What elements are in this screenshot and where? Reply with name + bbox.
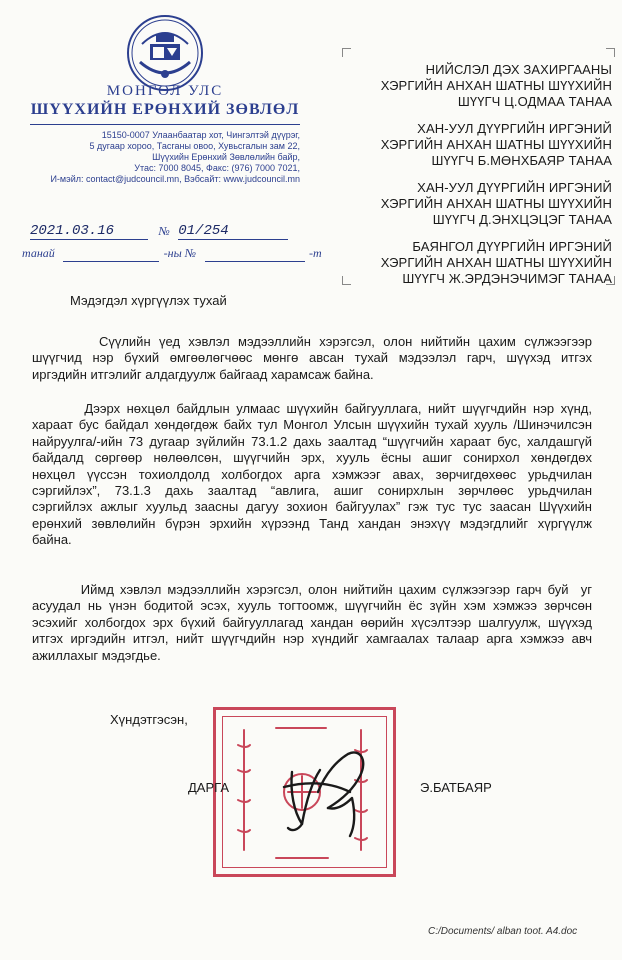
reply-reference-row (22, 244, 322, 260)
country-name: МОНГОЛ УЛС (106, 83, 224, 99)
body-paragraph (32, 401, 592, 549)
reply-label: танай (22, 246, 55, 260)
paragraph-line: сэргийлэх”, 73.1.3 дахь заалтад “авлига, ашиг сонирхлын зөрчлөөс урьдчилан (32, 483, 592, 499)
recipient-line: ХАН-УУЛ ДҮҮРГИЙН ИРГЭНИЙ (417, 180, 612, 195)
paragraph-line: нөхцөл үүссэн тохиолдолд холбогдох арга хэмжээг авах, зөрчигдөхөөс урьдчилан (32, 466, 592, 482)
closing-salutation: Хүндэтгэсэн, (110, 712, 188, 727)
state-emblem-icon (126, 14, 204, 92)
recipient-line: ШҮҮГЧ Д.ЭНХЦЭЦЭГ ТАНАА (432, 212, 612, 227)
recipient-block (350, 180, 612, 228)
paragraph-line: итгэх иргэдийн итгэл, нийт шүүгчдийн нэр хүндийг хамгаалах талаар арга хэмжээ авч (32, 631, 592, 647)
paragraph-line: асуудал нь үнэн бодитой эсэх, хууль тогтоомж, шүүгчийн ёс зүйн хэм хэмжээ зөрчсөн (32, 598, 592, 614)
paragraph-line: эсэхийг холбогдох эрх бүхий байгууллагад хандан өөрийн хүсэлтээр шалгуулж, шүүхэд (32, 614, 592, 630)
registration-date-number-row (30, 222, 290, 239)
paragraph-line: иргэдийн итгэлийг алдагдуулж байгаад харамсаж байна. (32, 366, 374, 382)
recipient-line: ХЭРГИЙН АНХАН ШАТНЫ ШҮҮХИЙН (380, 78, 612, 93)
paragraph-line: байдалд сөргөөр нөлөөлсөн, шүүгчийн эрх, хууль ёсны ашиг сонирхол хөндөгдөх (32, 450, 592, 466)
recipient-line: ХЭРГИЙН АНХАН ШАТНЫ ШҮҮХИЙН (380, 255, 612, 270)
reply-date-blank (63, 261, 159, 262)
paragraph-line: ерөнхий зөвлөлийн бүрэн эрхийн хүрээнд Танд хандан энэхүү мэдэгдлийг хүргүүлж (32, 515, 592, 531)
recipient-line: ШҮҮГЧ Б.МӨНХБАЯР ТАНАА (431, 153, 612, 168)
document-path-footer: C:/Documents/ alban toot. A4.doc (428, 926, 578, 937)
body-paragraph (32, 334, 592, 383)
address-corner-mark (342, 48, 351, 57)
recipient-line: ШҮҮГЧ Ц.ОДМАА ТАНАА (457, 94, 612, 109)
signer-name: Э.БАТБАЯР (420, 780, 492, 795)
letter-subject: Мэдэгдэл хүргүүлэх тухай (70, 293, 227, 308)
registration-number: 01/254 (178, 223, 288, 240)
paragraph-line: шүүгчид нэр бүхий өмгөөлөгчөөс мөнгө авсан тухай мэдээлэл гарч, шүүхэд итгэх (32, 350, 592, 366)
recipient-block (350, 121, 612, 169)
paragraph-line: сэргийлэх ажлыг хуульд заасны дагуу зохион байгуулах” гэж тус тус заасан Шүүхийн (32, 499, 592, 515)
address-corner-mark (606, 48, 615, 57)
paragraph-line: байна. (32, 532, 72, 548)
number-label: № (158, 224, 170, 238)
recipient-block (350, 62, 612, 110)
recipient-line: ХЭРГИЙН АНХАН ШАТНЫ ШҮҮХИЙН (380, 137, 612, 152)
signer-title: ДАРГА (188, 780, 229, 795)
email-website-line: И-мэйл: contact@judcouncil.mn, Вэбсайт: www.judcouncil.mn (50, 174, 300, 184)
address-line: 5 дугаар хороо, Тасганы овоо, Хувьсгалын зам 22, (89, 141, 300, 151)
registration-date: 2021.03.16 (30, 223, 148, 240)
recipient-line: НИЙСЛЭЛ ДЭХ ЗАХИРГААНЫ (425, 62, 612, 77)
paragraph-line: ажиллахыг мэдэгдье. (32, 647, 161, 663)
address-line: Шүүхийн Ерөнхий Зөвлөлийн байр, (152, 152, 300, 162)
paragraph-line: Иймд хэвлэл мэдээллийн хэрэгсэл, олон нийтийн цахим сүлжээгээр гарч буй уг (32, 582, 592, 597)
organization-name: ШҮҮХИЙН ЕРӨНХИЙ ЗӨВЛӨЛ (30, 101, 300, 118)
reply-end-label: -т (308, 246, 322, 260)
reply-mid-label: -ны № (163, 246, 197, 260)
body-paragraph (32, 582, 592, 664)
signature (272, 732, 384, 842)
letterhead-rule (30, 124, 300, 125)
phone-fax-line: Утас: 7000 8045, Факс: (976) 7000 7021, (134, 163, 300, 173)
recipient-line: БАЯНГОЛ ДҮҮРГИЙН ИРГЭНИЙ (412, 239, 612, 254)
recipient-line: ХЭРГИЙН АНХАН ШАТНЫ ШҮҮХИЙН (380, 196, 612, 211)
paragraph-line: Сүүлийн үед хэвлэл мэдээллийн хэрэгсэл, олон нийтийн цахим сүлжээгээр (32, 334, 592, 349)
address-line: 15150-0007 Улаанбаатар хот, Чингэлтэй дүүрэг, (101, 130, 300, 140)
reply-number-blank (205, 261, 305, 262)
paragraph-line: Дээрх нөхцөл байдлын улмаас шүүхийн байгууллага, нийт шүүгчдийн нэр хүнд, (32, 401, 592, 416)
recipient-line: ХАН-УУЛ ДҮҮРГИЙН ИРГЭНИЙ (417, 121, 612, 136)
recipient-line: ШҮҮГЧ Ж.ЭРДЭНЭЧИМЭГ ТАНАА (402, 271, 612, 286)
paragraph-line: хараат бус байдал хөндөгдөж байх тул Монгол Улсын шүүхийн тухай хууль /Шинэчилсэн (32, 417, 592, 433)
recipient-block (350, 239, 612, 287)
paragraph-line: найруулга/-ийн 73 дугаар зүйлийн 73.1.2 дахь заалтад “шүүгчийн хараат бус, халдашгүй (32, 433, 592, 449)
